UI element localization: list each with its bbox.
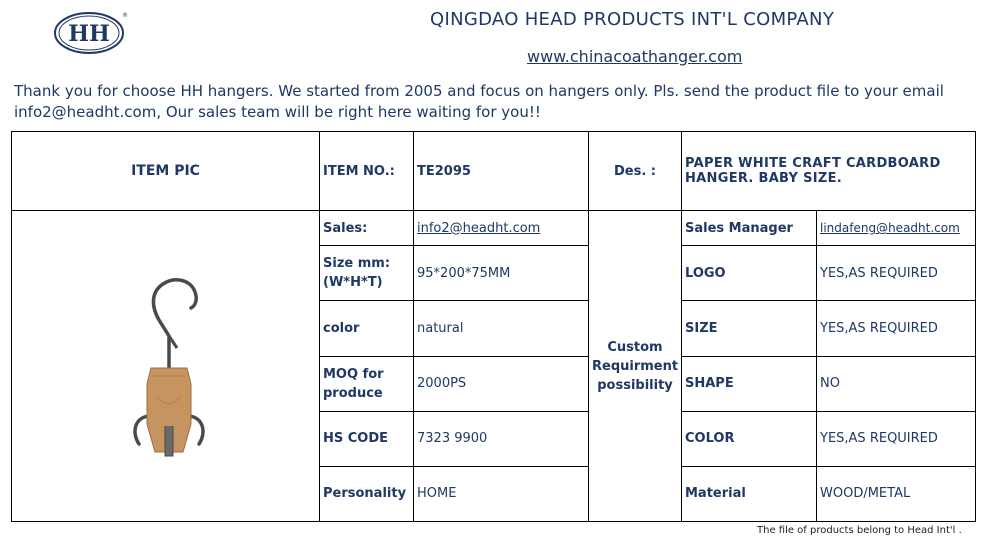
personality-label: Personality xyxy=(320,466,414,521)
shape-label: SHAPE xyxy=(682,356,817,411)
website-link[interactable]: www.chinacoathanger.com xyxy=(527,47,743,66)
hs-code-value: 7323 9900 xyxy=(414,411,589,466)
company-logo xyxy=(52,10,126,56)
item-picture xyxy=(12,211,320,522)
moq-value: 2000PS xyxy=(414,356,589,411)
custom-requirement-label: Custom Requirment possibility xyxy=(589,211,682,522)
personality-value: HOME xyxy=(414,466,589,521)
size-value: 95*200*75MM xyxy=(414,246,589,301)
color-option-label: COLOR xyxy=(682,411,817,466)
material-value: WOOD/METAL xyxy=(817,466,976,521)
moq-label: MOQ for produce xyxy=(320,356,414,411)
logo-value: YES,AS REQUIRED xyxy=(817,246,976,301)
hs-code-label: HS CODE xyxy=(320,411,414,466)
item-no-value: TE2095 xyxy=(414,132,589,211)
size-option-value: YES,AS REQUIRED xyxy=(817,301,976,356)
logo-text: HH xyxy=(68,21,110,47)
item-no-label: ITEM NO.: xyxy=(320,132,414,211)
shape-value: NO xyxy=(817,356,976,411)
svg-text:®: ® xyxy=(122,12,128,19)
size-option-label: SIZE xyxy=(682,301,817,356)
color-option-value: YES,AS REQUIRED xyxy=(817,411,976,466)
intro-text: Thank you for choose HH hangers. We started from 2005 and focus on hangers only. Pls. send the product file to your email info2@headht.com, Our sales team will be right here waiting for you!! xyxy=(14,82,944,121)
color-label: color xyxy=(320,301,414,356)
table-row xyxy=(12,211,976,246)
item-pic-label: ITEM PIC xyxy=(12,132,320,211)
des-label: Des. : xyxy=(589,132,682,211)
sales-manager-label: Sales Manager xyxy=(682,211,817,246)
footer-note: The file of products belong to Head Int'l . xyxy=(757,525,962,536)
product-table xyxy=(11,131,976,522)
sales-email-link[interactable]: info2@headht.com xyxy=(414,211,589,246)
material-label: Material xyxy=(682,466,817,521)
logo-label: LOGO xyxy=(682,246,817,301)
sales-label: Sales: xyxy=(320,211,414,246)
size-label: Size mm: (W*H*T) xyxy=(320,246,414,301)
table-header-row xyxy=(12,132,976,211)
color-value: natural xyxy=(414,301,589,356)
sales-manager-email-link[interactable]: lindafeng@headht.com xyxy=(817,211,976,246)
hanger-image xyxy=(111,256,221,476)
des-value: PAPER WHITE CRAFT CARDBOARD HANGER. BABY SIZE. xyxy=(682,132,976,211)
company-name: QINGDAO HEAD PRODUCTS INT'L COMPANY xyxy=(430,9,835,30)
